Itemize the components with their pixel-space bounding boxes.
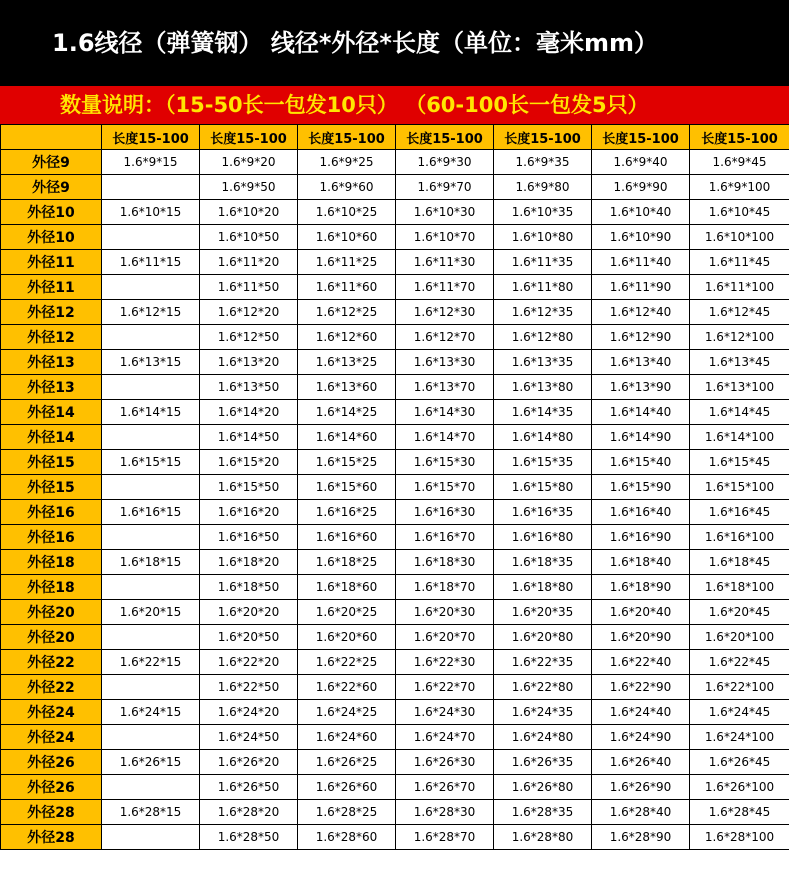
size-cell: 1.6*11*80 xyxy=(494,275,592,300)
page-title: 1.6线径（弹簧钢） 线径*外径*长度（单位：毫米mm） xyxy=(0,0,789,86)
row-label: 外径22 xyxy=(1,650,102,675)
size-cell: 1.6*13*35 xyxy=(494,350,592,375)
table-row xyxy=(1,775,789,800)
row-label: 外径20 xyxy=(1,600,102,625)
size-cell: 1.6*14*100 xyxy=(690,425,789,450)
size-cell: 1.6*20*45 xyxy=(690,600,789,625)
size-cell: 1.6*16*50 xyxy=(200,525,298,550)
size-cell xyxy=(102,625,200,650)
size-cell xyxy=(102,525,200,550)
size-cell xyxy=(102,575,200,600)
size-cell: 1.6*26*45 xyxy=(690,750,789,775)
size-cell: 1.6*20*30 xyxy=(396,600,494,625)
size-cell: 1.6*13*90 xyxy=(592,375,690,400)
size-cell: 1.6*9*30 xyxy=(396,150,494,175)
size-cell xyxy=(102,325,200,350)
size-cell: 1.6*11*70 xyxy=(396,275,494,300)
size-cell: 1.6*10*70 xyxy=(396,225,494,250)
size-cell: 1.6*11*20 xyxy=(200,250,298,275)
table-row xyxy=(1,150,789,175)
size-cell: 1.6*12*20 xyxy=(200,300,298,325)
size-cell: 1.6*14*30 xyxy=(396,400,494,425)
row-label: 外径24 xyxy=(1,725,102,750)
size-cell: 1.6*13*80 xyxy=(494,375,592,400)
size-cell: 1.6*18*70 xyxy=(396,575,494,600)
row-label: 外径15 xyxy=(1,450,102,475)
column-header: 长度15-100 xyxy=(102,125,200,150)
size-cell xyxy=(102,825,200,850)
size-cell: 1.6*18*25 xyxy=(298,550,396,575)
size-cell: 1.6*24*60 xyxy=(298,725,396,750)
size-cell: 1.6*18*45 xyxy=(690,550,789,575)
table-row xyxy=(1,675,789,700)
size-cell: 1.6*28*80 xyxy=(494,825,592,850)
row-label: 外径20 xyxy=(1,625,102,650)
size-cell: 1.6*15*30 xyxy=(396,450,494,475)
size-cell: 1.6*18*60 xyxy=(298,575,396,600)
size-cell: 1.6*24*90 xyxy=(592,725,690,750)
size-cell: 1.6*14*70 xyxy=(396,425,494,450)
size-cell: 1.6*9*50 xyxy=(200,175,298,200)
size-cell: 1.6*11*100 xyxy=(690,275,789,300)
table-row xyxy=(1,300,789,325)
size-cell: 1.6*20*80 xyxy=(494,625,592,650)
size-cell: 1.6*26*25 xyxy=(298,750,396,775)
size-cell: 1.6*26*35 xyxy=(494,750,592,775)
table-row xyxy=(1,250,789,275)
corner-cell xyxy=(1,125,102,150)
size-cell: 1.6*24*30 xyxy=(396,700,494,725)
size-cell: 1.6*12*50 xyxy=(200,325,298,350)
row-label: 外径12 xyxy=(1,325,102,350)
size-cell: 1.6*14*35 xyxy=(494,400,592,425)
row-label: 外径28 xyxy=(1,800,102,825)
size-cell: 1.6*16*15 xyxy=(102,500,200,525)
size-cell: 1.6*15*70 xyxy=(396,475,494,500)
size-cell: 1.6*18*30 xyxy=(396,550,494,575)
size-cell: 1.6*10*35 xyxy=(494,200,592,225)
size-cell: 1.6*28*90 xyxy=(592,825,690,850)
size-cell: 1.6*26*70 xyxy=(396,775,494,800)
size-cell: 1.6*26*30 xyxy=(396,750,494,775)
table-row xyxy=(1,200,789,225)
size-cell: 1.6*10*50 xyxy=(200,225,298,250)
size-cell: 1.6*14*60 xyxy=(298,425,396,450)
size-cell: 1.6*20*90 xyxy=(592,625,690,650)
size-cell: 1.6*15*80 xyxy=(494,475,592,500)
size-cell: 1.6*28*100 xyxy=(690,825,789,850)
size-cell: 1.6*12*30 xyxy=(396,300,494,325)
size-cell: 1.6*18*50 xyxy=(200,575,298,600)
row-label: 外径10 xyxy=(1,200,102,225)
size-cell: 1.6*13*15 xyxy=(102,350,200,375)
size-cell: 1.6*28*30 xyxy=(396,800,494,825)
size-cell: 1.6*15*50 xyxy=(200,475,298,500)
size-cell: 1.6*28*15 xyxy=(102,800,200,825)
size-cell: 1.6*12*100 xyxy=(690,325,789,350)
size-cell: 1.6*16*35 xyxy=(494,500,592,525)
size-cell: 1.6*15*25 xyxy=(298,450,396,475)
size-table xyxy=(0,124,789,850)
size-cell: 1.6*22*30 xyxy=(396,650,494,675)
row-label: 外径24 xyxy=(1,700,102,725)
size-cell: 1.6*20*100 xyxy=(690,625,789,650)
size-cell: 1.6*22*100 xyxy=(690,675,789,700)
size-cell: 1.6*9*15 xyxy=(102,150,200,175)
size-cell: 1.6*11*50 xyxy=(200,275,298,300)
row-label: 外径9 xyxy=(1,175,102,200)
size-cell: 1.6*15*20 xyxy=(200,450,298,475)
size-cell: 1.6*20*60 xyxy=(298,625,396,650)
size-cell: 1.6*28*20 xyxy=(200,800,298,825)
table-row xyxy=(1,800,789,825)
size-cell: 1.6*26*80 xyxy=(494,775,592,800)
size-cell: 1.6*10*45 xyxy=(690,200,789,225)
table-row xyxy=(1,175,789,200)
size-cell: 1.6*10*60 xyxy=(298,225,396,250)
size-cell: 1.6*9*40 xyxy=(592,150,690,175)
size-cell: 1.6*22*80 xyxy=(494,675,592,700)
size-cell: 1.6*24*15 xyxy=(102,700,200,725)
size-cell: 1.6*24*80 xyxy=(494,725,592,750)
row-label: 外径22 xyxy=(1,675,102,700)
size-cell: 1.6*13*100 xyxy=(690,375,789,400)
size-cell: 1.6*10*40 xyxy=(592,200,690,225)
size-cell: 1.6*12*25 xyxy=(298,300,396,325)
table-row xyxy=(1,325,789,350)
table-row xyxy=(1,575,789,600)
column-header: 长度15-100 xyxy=(494,125,592,150)
size-cell: 1.6*13*25 xyxy=(298,350,396,375)
row-label: 外径14 xyxy=(1,425,102,450)
size-cell: 1.6*14*25 xyxy=(298,400,396,425)
row-label: 外径11 xyxy=(1,275,102,300)
size-cell: 1.6*11*60 xyxy=(298,275,396,300)
size-cell: 1.6*18*100 xyxy=(690,575,789,600)
size-cell: 1.6*26*60 xyxy=(298,775,396,800)
row-label: 外径10 xyxy=(1,225,102,250)
size-cell: 1.6*11*45 xyxy=(690,250,789,275)
size-cell: 1.6*16*25 xyxy=(298,500,396,525)
size-cell xyxy=(102,425,200,450)
table-row xyxy=(1,375,789,400)
size-cell xyxy=(102,225,200,250)
size-cell: 1.6*16*80 xyxy=(494,525,592,550)
table-row xyxy=(1,725,789,750)
size-cell xyxy=(102,775,200,800)
row-label: 外径15 xyxy=(1,475,102,500)
row-label: 外径12 xyxy=(1,300,102,325)
size-cell: 1.6*24*20 xyxy=(200,700,298,725)
row-label: 外径13 xyxy=(1,350,102,375)
size-cell: 1.6*28*70 xyxy=(396,825,494,850)
size-cell: 1.6*20*50 xyxy=(200,625,298,650)
row-label: 外径14 xyxy=(1,400,102,425)
size-cell: 1.6*13*30 xyxy=(396,350,494,375)
size-cell: 1.6*26*20 xyxy=(200,750,298,775)
table-row xyxy=(1,500,789,525)
size-cell: 1.6*13*70 xyxy=(396,375,494,400)
size-cell: 1.6*18*35 xyxy=(494,550,592,575)
size-cell: 1.6*28*50 xyxy=(200,825,298,850)
size-cell: 1.6*28*35 xyxy=(494,800,592,825)
size-cell: 1.6*16*40 xyxy=(592,500,690,525)
size-cell: 1.6*10*25 xyxy=(298,200,396,225)
column-header: 长度15-100 xyxy=(200,125,298,150)
size-cell: 1.6*20*35 xyxy=(494,600,592,625)
table-row xyxy=(1,275,789,300)
size-cell: 1.6*10*30 xyxy=(396,200,494,225)
size-cell: 1.6*24*40 xyxy=(592,700,690,725)
table-row xyxy=(1,475,789,500)
size-cell: 1.6*20*70 xyxy=(396,625,494,650)
size-cell: 1.6*15*45 xyxy=(690,450,789,475)
table-row xyxy=(1,700,789,725)
size-cell: 1.6*22*45 xyxy=(690,650,789,675)
size-cell: 1.6*11*90 xyxy=(592,275,690,300)
row-label: 外径16 xyxy=(1,500,102,525)
table-row xyxy=(1,750,789,775)
size-cell: 1.6*12*70 xyxy=(396,325,494,350)
row-label: 外径13 xyxy=(1,375,102,400)
column-header: 长度15-100 xyxy=(592,125,690,150)
row-label: 外径9 xyxy=(1,150,102,175)
size-cell: 1.6*20*20 xyxy=(200,600,298,625)
quantity-notice: 数量说明：（15-50长一包发10只） （60-100长一包发5只） xyxy=(0,86,789,124)
size-cell: 1.6*22*60 xyxy=(298,675,396,700)
row-label: 外径18 xyxy=(1,575,102,600)
size-cell: 1.6*18*40 xyxy=(592,550,690,575)
size-cell: 1.6*22*35 xyxy=(494,650,592,675)
size-cell xyxy=(102,375,200,400)
size-cell: 1.6*10*100 xyxy=(690,225,789,250)
size-cell: 1.6*11*35 xyxy=(494,250,592,275)
size-cell: 1.6*11*25 xyxy=(298,250,396,275)
size-cell: 1.6*16*100 xyxy=(690,525,789,550)
size-cell: 1.6*24*35 xyxy=(494,700,592,725)
size-cell: 1.6*9*35 xyxy=(494,150,592,175)
size-cell: 1.6*9*25 xyxy=(298,150,396,175)
table-row xyxy=(1,225,789,250)
table-row xyxy=(1,425,789,450)
row-label: 外径11 xyxy=(1,250,102,275)
size-cell xyxy=(102,275,200,300)
size-cell: 1.6*28*40 xyxy=(592,800,690,825)
size-cell xyxy=(102,675,200,700)
size-cell: 1.6*14*45 xyxy=(690,400,789,425)
size-cell: 1.6*28*45 xyxy=(690,800,789,825)
header-row xyxy=(1,125,789,150)
size-cell: 1.6*16*90 xyxy=(592,525,690,550)
size-cell: 1.6*22*25 xyxy=(298,650,396,675)
table-row xyxy=(1,600,789,625)
size-cell: 1.6*11*15 xyxy=(102,250,200,275)
size-cell: 1.6*24*50 xyxy=(200,725,298,750)
size-cell: 1.6*22*40 xyxy=(592,650,690,675)
size-cell: 1.6*22*90 xyxy=(592,675,690,700)
size-cell: 1.6*13*20 xyxy=(200,350,298,375)
size-cell: 1.6*24*45 xyxy=(690,700,789,725)
size-cell: 1.6*14*50 xyxy=(200,425,298,450)
size-cell: 1.6*24*100 xyxy=(690,725,789,750)
row-label: 外径18 xyxy=(1,550,102,575)
size-cell: 1.6*13*40 xyxy=(592,350,690,375)
size-cell: 1.6*14*90 xyxy=(592,425,690,450)
size-cell: 1.6*20*15 xyxy=(102,600,200,625)
size-cell: 1.6*11*30 xyxy=(396,250,494,275)
table-row xyxy=(1,450,789,475)
table-row xyxy=(1,650,789,675)
size-cell: 1.6*20*25 xyxy=(298,600,396,625)
size-cell: 1.6*12*90 xyxy=(592,325,690,350)
column-header: 长度15-100 xyxy=(396,125,494,150)
size-cell: 1.6*22*70 xyxy=(396,675,494,700)
size-cell: 1.6*24*25 xyxy=(298,700,396,725)
size-cell: 1.6*12*45 xyxy=(690,300,789,325)
size-cell: 1.6*15*40 xyxy=(592,450,690,475)
size-cell: 1.6*10*80 xyxy=(494,225,592,250)
size-cell: 1.6*14*80 xyxy=(494,425,592,450)
size-cell: 1.6*12*40 xyxy=(592,300,690,325)
size-cell: 1.6*26*100 xyxy=(690,775,789,800)
size-cell: 1.6*20*40 xyxy=(592,600,690,625)
size-cell: 1.6*16*30 xyxy=(396,500,494,525)
size-cell: 1.6*16*45 xyxy=(690,500,789,525)
size-cell: 1.6*13*45 xyxy=(690,350,789,375)
row-label: 外径28 xyxy=(1,825,102,850)
table-row xyxy=(1,550,789,575)
size-cell: 1.6*13*60 xyxy=(298,375,396,400)
size-cell: 1.6*26*40 xyxy=(592,750,690,775)
size-cell: 1.6*9*45 xyxy=(690,150,789,175)
size-cell: 1.6*18*90 xyxy=(592,575,690,600)
size-cell: 1.6*11*40 xyxy=(592,250,690,275)
table-row xyxy=(1,525,789,550)
size-cell: 1.6*28*60 xyxy=(298,825,396,850)
size-cell: 1.6*15*35 xyxy=(494,450,592,475)
size-cell: 1.6*18*20 xyxy=(200,550,298,575)
size-cell: 1.6*9*100 xyxy=(690,175,789,200)
size-cell: 1.6*16*70 xyxy=(396,525,494,550)
size-cell: 1.6*16*20 xyxy=(200,500,298,525)
size-cell: 1.6*22*50 xyxy=(200,675,298,700)
row-label: 外径26 xyxy=(1,775,102,800)
size-cell xyxy=(102,175,200,200)
column-header: 长度15-100 xyxy=(298,125,396,150)
row-label: 外径16 xyxy=(1,525,102,550)
size-cell: 1.6*18*15 xyxy=(102,550,200,575)
table-row xyxy=(1,400,789,425)
size-cell: 1.6*26*90 xyxy=(592,775,690,800)
column-header: 长度15-100 xyxy=(690,125,789,150)
row-label: 外径26 xyxy=(1,750,102,775)
size-cell: 1.6*12*35 xyxy=(494,300,592,325)
size-cell xyxy=(102,475,200,500)
size-cell: 1.6*14*20 xyxy=(200,400,298,425)
size-cell: 1.6*18*80 xyxy=(494,575,592,600)
size-cell: 1.6*12*60 xyxy=(298,325,396,350)
table-row xyxy=(1,350,789,375)
size-cell: 1.6*12*80 xyxy=(494,325,592,350)
size-cell: 1.6*9*70 xyxy=(396,175,494,200)
size-cell xyxy=(102,725,200,750)
size-cell: 1.6*15*100 xyxy=(690,475,789,500)
size-cell: 1.6*9*20 xyxy=(200,150,298,175)
size-cell: 1.6*15*60 xyxy=(298,475,396,500)
size-cell: 1.6*26*15 xyxy=(102,750,200,775)
size-cell: 1.6*15*90 xyxy=(592,475,690,500)
size-cell: 1.6*10*90 xyxy=(592,225,690,250)
table-row xyxy=(1,625,789,650)
size-cell: 1.6*14*40 xyxy=(592,400,690,425)
size-cell: 1.6*9*80 xyxy=(494,175,592,200)
size-cell: 1.6*10*15 xyxy=(102,200,200,225)
size-cell: 1.6*14*15 xyxy=(102,400,200,425)
size-cell: 1.6*26*50 xyxy=(200,775,298,800)
size-cell: 1.6*16*60 xyxy=(298,525,396,550)
size-cell: 1.6*15*15 xyxy=(102,450,200,475)
size-cell: 1.6*24*70 xyxy=(396,725,494,750)
size-cell: 1.6*13*50 xyxy=(200,375,298,400)
size-cell: 1.6*9*60 xyxy=(298,175,396,200)
table-row xyxy=(1,825,789,850)
size-cell: 1.6*12*15 xyxy=(102,300,200,325)
size-cell: 1.6*22*20 xyxy=(200,650,298,675)
size-cell: 1.6*28*25 xyxy=(298,800,396,825)
size-cell: 1.6*22*15 xyxy=(102,650,200,675)
size-cell: 1.6*9*90 xyxy=(592,175,690,200)
size-cell: 1.6*10*20 xyxy=(200,200,298,225)
